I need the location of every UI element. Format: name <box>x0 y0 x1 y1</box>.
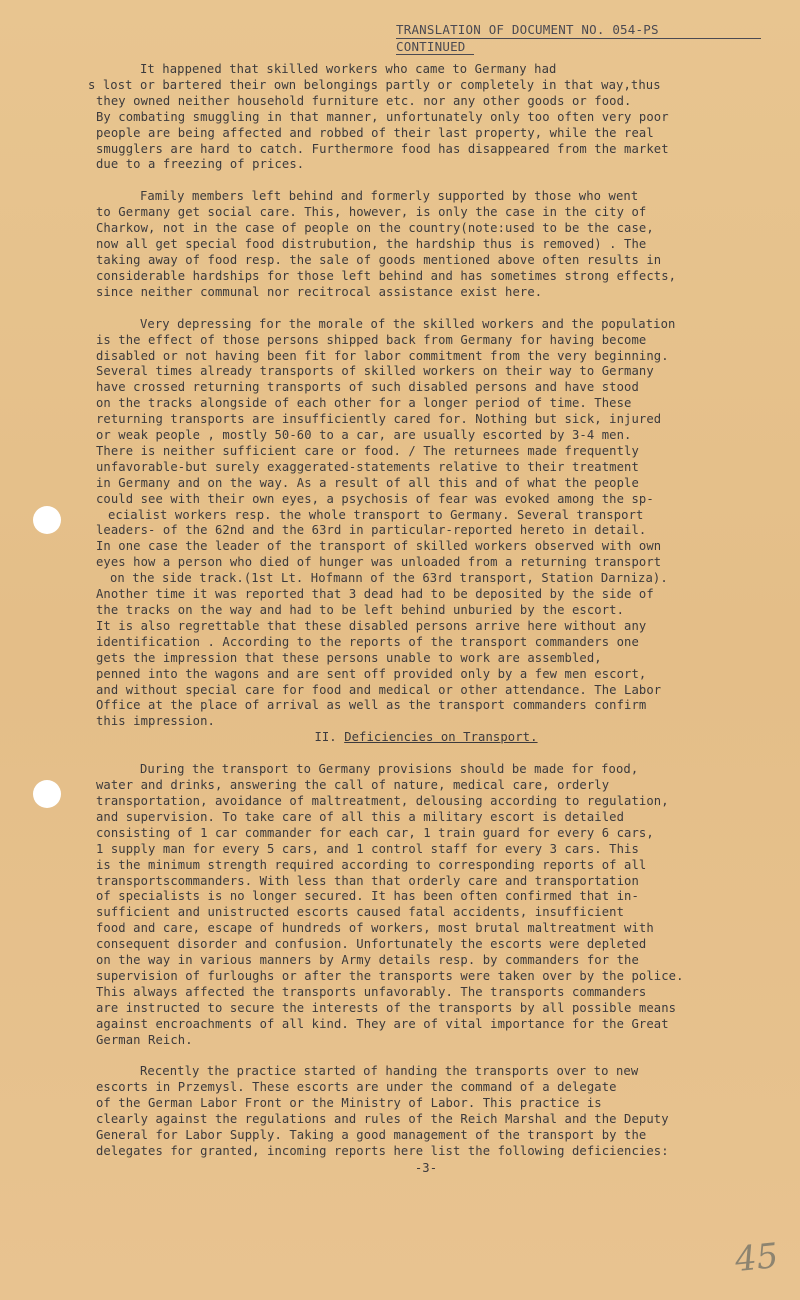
text-line: consequent disorder and confusion. Unfortunately the escorts were depleted <box>96 937 647 952</box>
text-line: sufficient and unistructed escorts caused fatal accidents, insufficient <box>96 905 625 920</box>
text-line: Office at the place of arrival as well as the transport commanders confirm <box>96 698 647 713</box>
text-line: transportscommanders. With less than that orderly care and transportation <box>96 873 639 888</box>
text-line: disabled or not having been fit for labor commitment from the very beginning. <box>96 348 669 363</box>
paragraph-4 <box>96 762 756 1048</box>
text-line: escorts in Przemysl. These escorts are under the command of a delegate <box>96 1080 617 1095</box>
text-line: is the minimum strength required according to corresponding reports of all <box>96 857 647 872</box>
punch-hole-bottom <box>33 780 61 808</box>
text-line: 1 supply man for every 5 cars, and 1 control staff for every 3 cars. This <box>96 841 639 856</box>
handwritten-page-mark: 45 <box>733 1235 781 1281</box>
paragraph-3 <box>96 317 756 731</box>
text-line: penned into the wagons and are sent off provided only by a few men escort, <box>96 666 647 681</box>
text-line: This always affected the transports unfavorably. The transports commanders <box>96 984 647 999</box>
text-line: they owned neither household furniture etc. nor any other goods or food. <box>96 93 632 108</box>
text-line: returning transports are insufficiently cared for. Nothing but sick, injured <box>96 412 662 427</box>
text-line: gets the impression that these persons unable to work are assembled, <box>96 650 602 665</box>
text-line: this impression. <box>96 714 215 729</box>
text-line: clearly against the regulations and rules of the Reich Marshal and the Deputy <box>96 1112 669 1127</box>
text-line: Several times already transports of skilled workers on their way to Germany <box>96 364 654 379</box>
page-number: -3- <box>414 1160 438 1175</box>
text-line: or weak people , mostly 50-60 to a car, are usually escorted by 3-4 men. <box>96 428 632 443</box>
section-heading <box>96 730 756 746</box>
text-line: on the side track.(1st Lt. Hofmann of the 63rd transport, Station Darniza). <box>110 571 668 586</box>
text-line: and without special care for food and medical or other attendance. The Labor <box>96 682 662 697</box>
header-subtitle: CONTINUED <box>396 39 466 54</box>
paragraph-1 <box>88 62 756 173</box>
text-line: In one case the leader of the transport of skilled workers observed with own <box>96 539 662 554</box>
text-line: consisting of 1 car commander for each car, 1 train guard for every 6 cars, <box>96 825 654 840</box>
text-line: identification . According to the reports of the transport commanders one <box>96 634 639 649</box>
text-line: ecialist workers resp. the whole transport to Germany. Several transport <box>108 507 644 522</box>
text-line: transportation, avoidance of maltreatment, delousing according to regulation, <box>96 793 669 808</box>
text-line: eyes how a person who died of hunger was unloaded from a returning transport <box>96 555 662 570</box>
text-line: water and drinks, answering the call of nature, medical care, orderly <box>96 778 610 793</box>
text-line: Family members left behind and formerly supported by those who went <box>140 189 639 204</box>
punch-hole-top <box>33 506 61 534</box>
text-line: By combating smuggling in that manner, unfortunately only too often very poor <box>96 109 669 124</box>
text-line: There is neither sufficient care or food. / The returnees made frequently <box>96 443 639 458</box>
text-line: have crossed returning transports of such disabled persons and have stood <box>96 380 639 395</box>
text-line: supervision of furloughs or after the transports were taken over by the police. <box>96 968 684 983</box>
text-line: It happened that skilled workers who came to Germany had <box>140 62 557 76</box>
text-line: s lost or bartered their own belongings partly or completely in that way,thus <box>88 77 661 92</box>
text-line: leaders- of the 62nd and the 63rd in particular-reported hereto in detail. <box>96 523 647 538</box>
text-line: Very depressing for the morale of the skilled workers and the population <box>140 316 676 331</box>
text-line: food and care, escape of hundreds of workers, most brutal maltreatment with <box>96 921 654 936</box>
text-line: now all get special food distrubution, the hardship thus is removed) . The <box>96 237 647 252</box>
text-line: German Reich. <box>96 1032 193 1047</box>
text-line: General for Labor Supply. Taking a good management of the transport by the <box>96 1128 647 1143</box>
header-subtitle-underline <box>396 54 474 55</box>
text-line: Another time it was reported that 3 dead had to be deposited by the side of <box>96 587 654 602</box>
text-line: on the way in various manners by Army details resp. by commanders for the <box>96 953 639 968</box>
document-header <box>396 22 776 55</box>
text-line: delegates for granted, incoming reports here list the following deficiencies: <box>96 1144 669 1158</box>
text-line: people are being affected and robbed of their last property, while the real <box>96 125 654 140</box>
section-number: II. <box>314 730 337 745</box>
text-line: since neither communal nor recitrocal assistance exist here. <box>96 284 543 299</box>
text-line: During the transport to Germany provisions should be made for food, <box>140 762 639 777</box>
text-line: Recently the practice started of handing the transports over to new <box>140 1064 639 1079</box>
section-title: Deficiencies on Transport. <box>344 730 538 745</box>
paragraph-2 <box>96 189 756 300</box>
text-line: considerable hardships for those left behind and has sometimes strong effects, <box>96 268 677 283</box>
text-line: to Germany get social care. This, however, is only the case in the city of <box>96 205 647 220</box>
text-line: could see with their own eyes, a psychosis of fear was evoked among the sp- <box>96 491 654 506</box>
text-line: and supervision. To take care of all this a military escort is detailed <box>96 809 625 824</box>
text-line: Charkow, not in the case of people on the country(note:used to be the case, <box>96 221 654 236</box>
text-line: due to a freezing of prices. <box>96 157 305 172</box>
text-line: unfavorable-but surely exaggerated-statements relative to their treatment <box>96 459 639 474</box>
document-body <box>88 62 756 1177</box>
text-line: the tracks on the way and had to be left behind unburied by the escort. <box>96 603 625 617</box>
text-line: taking away of food resp. the sale of goods mentioned above often results in <box>96 252 662 267</box>
text-line: on the tracks alongside of each other for a longer period of time. These <box>96 396 632 411</box>
text-line: of specialists is no longer secured. It has been often confirmed that in- <box>96 889 639 904</box>
text-line: in Germany and on the way. As a result of all this and of what the people <box>96 475 639 490</box>
text-line: smugglers are hard to catch. Furthermore food has disappeared from the market <box>96 141 669 156</box>
text-line: is the effect of those persons shipped back from Germany for having become <box>96 332 647 347</box>
text-line: It is also regrettable that these disabled persons arrive here without any <box>96 618 647 633</box>
paragraph-5 <box>96 1064 756 1159</box>
text-line: are instructed to secure the interests of the transports by all possible means <box>96 1000 677 1015</box>
text-line: against encroachments of all kind. They are of vital importance for the Great <box>96 1016 669 1031</box>
header-title: TRANSLATION OF DOCUMENT NO. 054-PS <box>396 22 659 37</box>
text-line: of the German Labor Front or the Ministry of Labor. This practice is <box>96 1096 602 1111</box>
